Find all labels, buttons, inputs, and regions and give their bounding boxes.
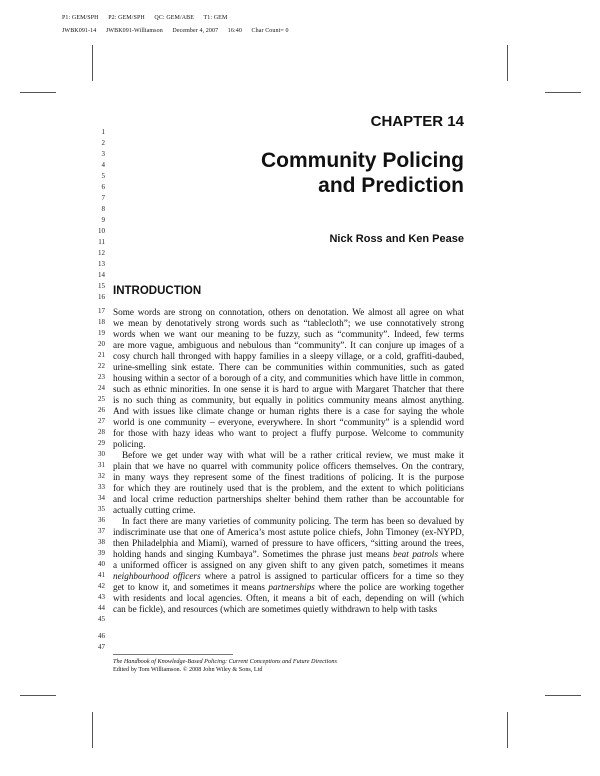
text-line: for which they are routinely used that is the problem, and the extent to which politicians <box>113 483 464 493</box>
text-line: such as ethnic minorities. In one sense it is hard to argue with Margaret Thatcher that there <box>113 384 464 394</box>
line-number: 41 <box>98 571 105 579</box>
line-number: 17 <box>98 307 105 315</box>
line-number: 20 <box>98 340 105 348</box>
line-number: 24 <box>98 384 105 392</box>
text-line: housing within a sector of a borough of a city, and communities which have little in common, <box>113 373 464 383</box>
line-number: 10 <box>98 227 105 235</box>
chapter-label: CHAPTER 14 <box>370 113 464 130</box>
emphasized-term: partnerships <box>268 582 315 592</box>
line-number: 39 <box>98 549 105 557</box>
line-number: 45 <box>98 615 105 623</box>
paragraph-1 <box>113 307 464 450</box>
text-line: And with issues like climate change or human rights there is a case for saying the whole <box>113 406 464 416</box>
line-number: 30 <box>98 450 105 458</box>
line-number: 22 <box>98 362 105 370</box>
text-line: are more vague, ambiguous and nebulous than “community”. It can conjure up images of a <box>113 340 464 350</box>
text-line: with residents and local agencies. Often, it means a bit of each, depending on will (which <box>113 593 464 603</box>
line-number: 25 <box>98 395 105 403</box>
line-number: 32 <box>98 472 105 480</box>
header-proof-line: P1: GEM/SPH P2: GEM/SPH QC: GEM/ABE T1: GEM <box>62 15 228 21</box>
line-number: 47 <box>98 643 105 651</box>
emphasized-term: neighbourhood officers <box>113 571 201 581</box>
line-number: 33 <box>98 483 105 491</box>
crop-mark <box>92 45 93 81</box>
line-number: 29 <box>98 439 105 447</box>
text-line: Before we get under way with what will be a rather critical review, we must make it <box>122 450 464 460</box>
line-number: 26 <box>98 406 105 414</box>
text-line: urine-smelling sink estate. There can be communities within communities, such as gated <box>113 362 464 372</box>
text-line: is no such thing as community, but equally in politics community means almost anything. <box>113 395 464 405</box>
chapter-authors: Nick Ross and Ken Pease <box>329 233 464 245</box>
line-number: 28 <box>98 428 105 436</box>
footnote-book-title: The Handbook of Knowledge-Based Policing: Current Conceptions and Future Directions <box>113 658 337 665</box>
text-line: actually cutting crime. <box>113 505 196 515</box>
footnote-rule <box>113 654 233 655</box>
text-line: policing. <box>113 439 146 449</box>
line-number: 7 <box>101 194 105 202</box>
text-line: in many ways they represent some of the finest traditions of policing. It is the purpose <box>113 472 464 482</box>
line-number: 23 <box>98 373 105 381</box>
text-line: then Philadelphia and Miami), warned of pressure to have officers, “sitting around the trees, <box>113 538 464 548</box>
line-number: 31 <box>98 461 105 469</box>
line-number: 43 <box>98 593 105 601</box>
line-number: 36 <box>98 516 105 524</box>
line-number: 37 <box>98 527 105 535</box>
line-number: 15 <box>98 282 105 290</box>
section-heading: INTRODUCTION <box>113 285 202 297</box>
line-number: 16 <box>98 293 105 301</box>
text-line: a uniformed officer is assigned on any given shift to any given patch, sometimes it means <box>113 560 464 570</box>
text-line: for those with hazy ideas who want to project a fluffy purpose. Welcome to community <box>113 428 464 438</box>
line-number: 27 <box>98 417 105 425</box>
line-number: 44 <box>98 604 105 612</box>
crop-mark <box>545 92 581 93</box>
crop-mark <box>92 712 93 748</box>
crop-mark <box>20 695 56 696</box>
line-number: 14 <box>98 271 105 279</box>
crop-mark <box>507 45 508 81</box>
emphasized-term: beat patrols <box>392 549 439 559</box>
line-number: 42 <box>98 582 105 590</box>
line-number: 19 <box>98 329 105 337</box>
line-number: 9 <box>101 216 105 224</box>
line-number: 1 <box>101 128 105 136</box>
text-line: words when we want our meaning to be fuzzy, such as “community”. Indeed, few terms <box>113 329 464 339</box>
line-number: 4 <box>101 161 105 169</box>
text-line: cosy church hall thronged with happy families in a sleepy village, or a cold, graffiti-daubed, <box>113 351 464 361</box>
line-number: 18 <box>98 318 105 326</box>
crop-mark <box>545 695 581 696</box>
text-line: world is one community – everyone, everywhere. In short “community” is a splendid word <box>113 417 464 427</box>
header-job-line: JWBK091-14 JWBK091-Williamson December 4, 2007 16:40 Char Count= 0 <box>62 28 289 34</box>
paragraph-3 <box>113 516 464 615</box>
line-number: 11 <box>98 238 105 246</box>
chapter-title <box>261 148 464 198</box>
text-line: neighbourhood officers where a patrol is assigned to particular officers for a time so they <box>113 571 464 581</box>
text-line: we mean by denotatively strong words such as “tablecloth”; we use connotatively strong <box>113 318 464 328</box>
text-line: Some words are strong on connotation, others on denotation. We almost all agree on what <box>113 307 464 317</box>
line-number: 46 <box>98 632 105 640</box>
line-number: 40 <box>98 560 105 568</box>
text-line: indiscriminate use that one of America’s most astute police chiefs, John Timoney (ex-NYPD, <box>113 527 464 537</box>
text-line: plain that we have no quarrel with community police officers themselves. On the contrary, <box>113 461 464 471</box>
text-line: holding hands and singing Kumbaya”. Sometimes the phrase just means beat patrols where <box>113 549 464 559</box>
line-number: 3 <box>101 150 105 158</box>
line-number: 34 <box>98 494 105 502</box>
line-number: 38 <box>98 538 105 546</box>
line-number: 6 <box>101 183 105 191</box>
line-number: 12 <box>98 249 105 257</box>
line-number: 2 <box>101 139 105 147</box>
line-number: 21 <box>98 351 105 359</box>
text-line: and local crime reduction partnerships shelter behind them rather than be accountable for <box>113 494 464 504</box>
line-number: 35 <box>98 505 105 513</box>
footnote-copyright: Edited by Tom Williamson. © 2008 John Wiley & Sons, Ltd <box>113 666 263 673</box>
line-number: 13 <box>98 260 105 268</box>
paragraph-2 <box>113 450 464 516</box>
line-number: 5 <box>101 172 105 180</box>
text-line: get to know it, and sometimes it means partnerships where the police are working together <box>113 582 464 592</box>
crop-mark <box>507 712 508 748</box>
line-number: 8 <box>101 205 105 213</box>
text-line: can be fickle), and resources (which are sometimes quietly withdrawn to help with tasks <box>113 604 438 614</box>
chapter-title-line: and Prediction <box>318 174 464 197</box>
text-line: In fact there are many varieties of community policing. The term has been so devalued by <box>122 516 464 526</box>
crop-mark <box>20 92 56 93</box>
chapter-title-line: Community Policing <box>260 149 464 172</box>
